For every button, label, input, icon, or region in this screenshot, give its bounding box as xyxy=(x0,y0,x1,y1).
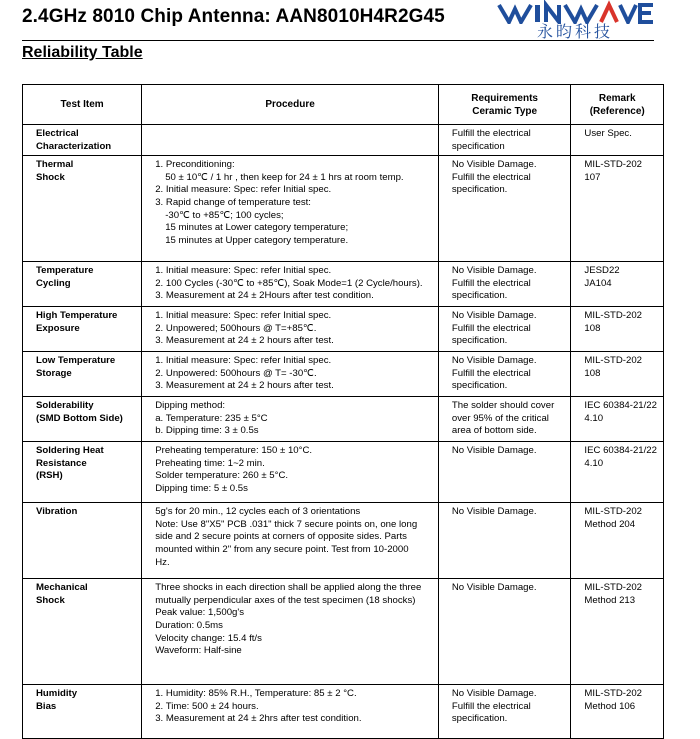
procedure-cell xyxy=(142,156,439,262)
item-line: Characterization xyxy=(36,140,112,152)
item-line: High Temperature xyxy=(36,310,118,322)
remark-line: MIL-STD-202 xyxy=(584,159,642,171)
test-item-cell xyxy=(23,397,142,442)
requirements-line: The solder should cover xyxy=(451,400,555,412)
procedure-line: 1. Initial measure: Spec: refer Initial spec. xyxy=(155,310,332,322)
requirements-line: specification. xyxy=(451,290,508,302)
requirements-line: No Visible Damage. xyxy=(451,582,537,594)
remark-cell xyxy=(571,125,664,156)
remark-cell xyxy=(571,352,664,397)
table-header-row xyxy=(23,85,664,125)
procedure-cell xyxy=(142,307,439,352)
procedure-line: 3. Measurement at 24 ± 2 hours after test. xyxy=(155,335,334,347)
item-line: (SMD Bottom Side) xyxy=(36,412,123,424)
reliability-table xyxy=(22,84,664,739)
procedure-line: Duration: 0.5ms xyxy=(155,619,223,631)
remark-cell xyxy=(571,397,664,442)
procedure-line: mutually perpendicular axes of the test specimen (18 shocks) xyxy=(155,594,416,606)
procedure-line: Peak value: 1,500g's xyxy=(155,607,244,619)
requirements-line: specification. xyxy=(451,380,508,392)
test-item-cell xyxy=(23,685,142,739)
table-row xyxy=(23,442,664,503)
procedure-line: 2. Unpowered; 500hours @ T=+85℃. xyxy=(155,322,317,334)
remark-line: IEC 60384-21/22 xyxy=(584,400,657,412)
remark-line: MIL-STD-202 xyxy=(584,355,642,367)
remark-line: Method 213 xyxy=(584,594,636,606)
remark-cell xyxy=(571,442,664,503)
remark-line: JA104 xyxy=(584,277,612,289)
item-line: Vibration xyxy=(36,506,78,518)
procedure-line: 3. Measurement at 24 ± 2hrs after test condition. xyxy=(155,713,362,725)
procedure-line: Three shocks in each direction shall be applied along the three xyxy=(155,582,422,594)
requirements-cell xyxy=(438,156,571,262)
procedure-line: 3. Rapid change of temperature test: xyxy=(155,196,311,208)
procedure-line: Dipping method: xyxy=(155,400,226,412)
procedure-line: 3. Measurement at 24 ± 2Hours after test condition. xyxy=(155,290,374,302)
procedure-line: 1. Initial measure: Spec: refer Initial spec. xyxy=(155,265,332,277)
procedure-line: a. Temperature: 235 ± 5°C xyxy=(155,412,268,424)
item-line: Resistance xyxy=(36,457,87,469)
test-item-cell xyxy=(23,579,142,685)
procedure-cell xyxy=(142,685,439,739)
requirements-cell xyxy=(438,125,571,156)
procedure-line: Note: Use 8"X5" PCB .031" thick 7 secure points on, one long xyxy=(155,518,418,530)
requirements-line: No Visible Damage. xyxy=(451,506,537,518)
remark-line: MIL-STD-202 xyxy=(584,506,642,518)
item-line: Low Temperature xyxy=(36,355,116,367)
procedure-line: Preheating time: 1~2 min. xyxy=(155,457,265,469)
item-line: Electrical xyxy=(36,128,79,139)
requirements-cell xyxy=(438,442,571,503)
item-line: (RSH) xyxy=(36,470,63,482)
procedure-line: 2. Initial measure: Spec: refer Initial spec. xyxy=(155,184,332,196)
remark-cell xyxy=(571,262,664,307)
item-line: Mechanical xyxy=(36,582,88,594)
requirements-cell xyxy=(438,262,571,307)
procedure-line: 15 minutes at Upper category temperature. xyxy=(165,234,349,246)
procedure-line: 5g's for 20 min., 12 cycles each of 3 orientations xyxy=(155,506,361,518)
requirements-cell xyxy=(438,397,571,442)
procedure-line: 1. Preconditioning: xyxy=(155,159,235,171)
document-title: 2.4GHz 8010 Chip Antenna: AAN8010H4R2G45 xyxy=(22,6,445,27)
requirements-cell xyxy=(438,579,571,685)
test-item-cell xyxy=(23,156,142,262)
test-item-cell xyxy=(23,262,142,307)
header-remark: Remark (Reference) xyxy=(571,85,664,125)
requirements-line: No Visible Damage. xyxy=(451,159,537,171)
procedure-line: 3. Measurement at 24 ± 2 hours after test. xyxy=(155,380,334,392)
requirements-line: Fulfill the electrical xyxy=(451,367,531,379)
item-line: Shock xyxy=(36,594,65,606)
requirements-cell xyxy=(438,307,571,352)
procedure-cell xyxy=(142,579,439,685)
requirements-line: No Visible Damage. xyxy=(451,310,537,322)
test-item-cell xyxy=(23,503,142,579)
header-requirements: Requirements Ceramic Type xyxy=(438,85,571,125)
remark-line: MIL-STD-202 xyxy=(584,582,642,594)
test-item-cell xyxy=(23,125,142,156)
requirements-line: specification. xyxy=(451,184,508,196)
requirements-line: Fulfill the electrical xyxy=(451,277,531,289)
procedure-line: Solder temperature: 260 ± 5°C. xyxy=(155,470,289,482)
item-line: Exposure xyxy=(36,322,80,334)
remark-cell xyxy=(571,685,664,739)
procedure-line: 2. 100 Cycles (-30℃ to +85℃), Soak Mode=1 (2 Cycle/hours). xyxy=(155,277,423,289)
procedure-line: b. Dipping time: 3 ± 0.5s xyxy=(155,425,259,437)
table-row xyxy=(23,579,664,685)
remark-cell xyxy=(571,579,664,685)
table-row xyxy=(23,307,664,352)
remark-line: 4.10 xyxy=(584,412,604,424)
procedure-cell xyxy=(142,125,439,156)
remark-line: JESD22 xyxy=(584,265,620,277)
requirements-line: area of bottom side. xyxy=(451,425,537,437)
table-row xyxy=(23,685,664,739)
table-row xyxy=(23,156,664,262)
requirements-cell xyxy=(438,352,571,397)
header-test-item: Test Item xyxy=(23,85,142,125)
item-line: Solderability xyxy=(36,400,94,412)
remark-line: Method 204 xyxy=(584,518,636,530)
item-line: Storage xyxy=(36,367,72,379)
requirements-line: specification. xyxy=(451,713,508,725)
procedure-line: Hz. xyxy=(155,556,170,568)
procedure-line: Preheating temperature: 150 ± 10°C. xyxy=(155,445,313,457)
procedure-line: 15 minutes at Lower category temperature; xyxy=(165,222,349,234)
table-row xyxy=(23,125,664,156)
table-row xyxy=(23,352,664,397)
remark-cell xyxy=(571,307,664,352)
remark-line: 108 xyxy=(584,367,601,379)
requirements-line: No Visible Damage. xyxy=(451,688,537,700)
procedure-line: mounted within 2" from any secure point. Test from 10-2000 xyxy=(155,543,409,555)
requirements-line: Fulfill the electrical xyxy=(451,700,531,712)
item-line: Soldering Heat xyxy=(36,445,104,457)
item-line: Temperature xyxy=(36,265,94,277)
requirements-line: over 95% of the critical xyxy=(451,412,549,424)
procedure-line: Velocity change: 15.4 ft/s xyxy=(155,632,262,644)
remark-line: 107 xyxy=(584,171,601,183)
remark-cell xyxy=(571,503,664,579)
requirements-line: No Visible Damage. xyxy=(451,445,537,457)
section-title: Reliability Table xyxy=(22,44,143,61)
procedure-cell xyxy=(142,503,439,579)
item-line: Cycling xyxy=(36,277,71,289)
procedure-line: 1. Initial measure: Spec: refer Initial spec. xyxy=(155,355,332,367)
procedure-line: Waveform: Half-sine xyxy=(155,645,242,657)
procedure-line: 1. Humidity: 85% R.H., Temperature: 85 ± 2 °C. xyxy=(155,688,357,700)
table-row xyxy=(23,262,664,307)
procedure-line: -30℃ to +85℃; 100 cycles; xyxy=(165,209,284,221)
remark-line: Method 106 xyxy=(584,700,636,712)
procedure-cell xyxy=(142,397,439,442)
procedure-line: 50 ± 10℃ / 1 hr , then keep for 24 ± 1 hrs at room temp. xyxy=(165,171,404,183)
remark-line: 4.10 xyxy=(584,457,604,469)
procedure-line: 2. Time: 500 ± 24 hours. xyxy=(155,700,259,712)
winwave-logo xyxy=(497,0,655,40)
item-line: Bias xyxy=(36,700,57,712)
remark-line: IEC 60384-21/22 xyxy=(584,445,657,457)
remark-line: MIL-STD-202 xyxy=(584,310,642,322)
requirements-line: Fulfill the electrical xyxy=(451,322,531,334)
procedure-cell xyxy=(142,262,439,307)
header-procedure: Procedure xyxy=(142,85,439,125)
requirements-cell xyxy=(438,503,571,579)
remark-line: MIL-STD-202 xyxy=(584,688,642,700)
test-item-cell xyxy=(23,352,142,397)
item-line: Shock xyxy=(36,171,65,183)
requirements-cell xyxy=(438,685,571,739)
requirements-line: specification. xyxy=(451,335,508,347)
procedure-line: side and 2 secure points at corners of opposite sides. Parts xyxy=(155,531,407,543)
procedure-line: Dipping time: 5 ± 0.5s xyxy=(155,482,248,494)
header-divider xyxy=(22,40,654,41)
table-row xyxy=(23,503,664,579)
item-line: Humidity xyxy=(36,688,78,700)
remark-line: 108 xyxy=(584,322,601,334)
procedure-cell xyxy=(142,442,439,503)
requirements-line: Fulfill the electrical xyxy=(451,171,531,183)
requirements-line: specification xyxy=(451,140,505,152)
table-row xyxy=(23,397,664,442)
remark-cell xyxy=(571,156,664,262)
procedure-line: 2. Unpowered: 500hours @ T= -30℃. xyxy=(155,367,317,379)
procedure-cell xyxy=(142,352,439,397)
requirements-line: No Visible Damage. xyxy=(451,355,537,367)
requirements-line: No Visible Damage. xyxy=(451,265,537,277)
remark-line: User Spec. xyxy=(584,128,632,139)
logo-chinese-text: 永昀科技 xyxy=(537,22,614,41)
item-line: Thermal xyxy=(36,159,74,171)
requirements-line: Fulfill the electrical xyxy=(451,128,531,139)
test-item-cell xyxy=(23,442,142,503)
test-item-cell xyxy=(23,307,142,352)
